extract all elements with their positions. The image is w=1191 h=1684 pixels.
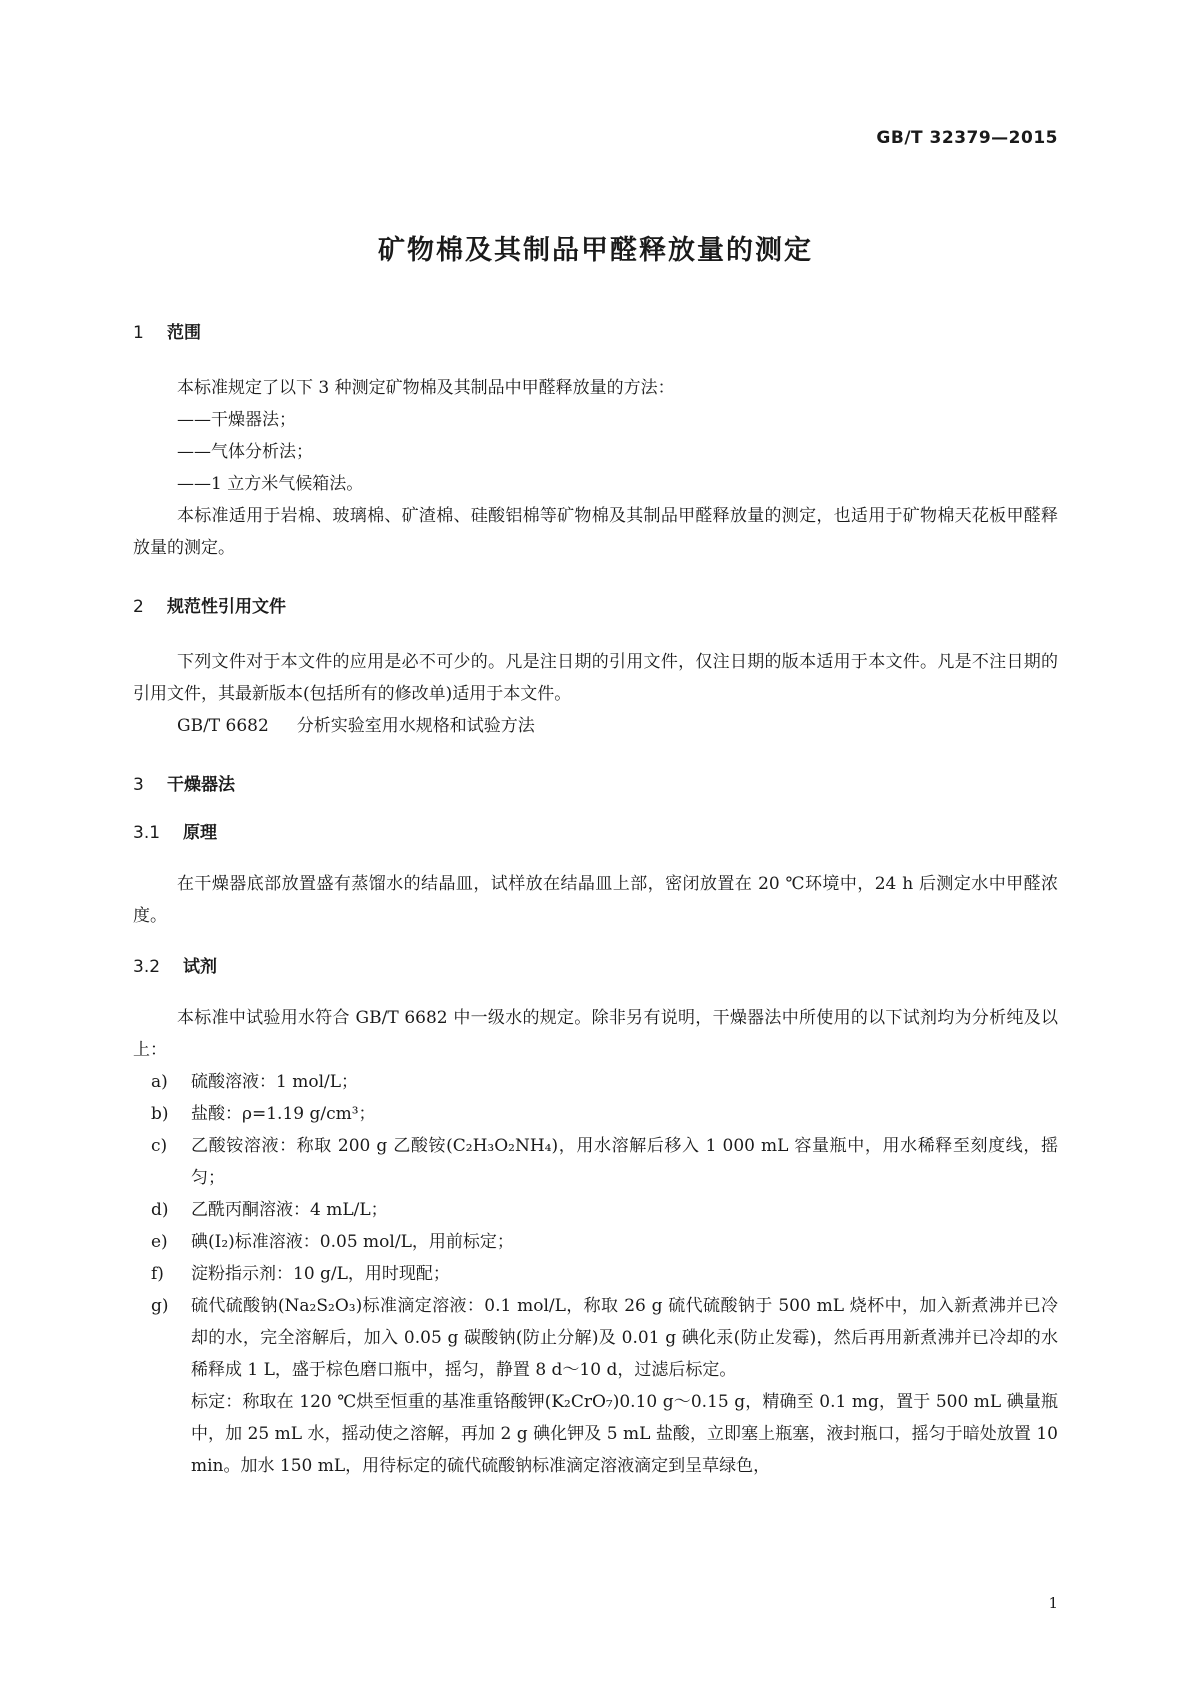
item-text: 碘(I₂)标准溶液：0.05 mol/L，用前标定； [191, 1232, 514, 1252]
document-body [133, 320, 1058, 1482]
subsection-title: 原理 [183, 823, 217, 843]
section-number: 3 [133, 775, 144, 795]
document-title: 矿物棉及其制品甲醛释放量的测定 [378, 235, 813, 266]
section-3-heading [133, 772, 1058, 798]
page-number: 1 [1048, 1594, 1058, 1612]
reagent-item [133, 1194, 1058, 1226]
section-number: 1 [133, 323, 144, 343]
reagent-item [133, 1226, 1058, 1258]
section-2-heading [133, 594, 1058, 620]
reference-code: GB/T 6682 [177, 716, 269, 736]
subsection-title: 试剂 [183, 957, 217, 977]
subsection-3-1-heading [133, 820, 1058, 846]
principle-text: 在干燥器底部放置盛有蒸馏水的结晶皿，试样放在结晶皿上部，密闭放置在 20 ℃环境中，24 h 后测定水中甲醛浓度。 [133, 874, 1058, 926]
item-label: d) [151, 1200, 169, 1220]
standard-code: GB/T 32379—2015 [876, 128, 1058, 148]
item-label: e) [151, 1232, 168, 1252]
item-text: 淀粉指示剂：10 g/L，用时现配； [191, 1264, 450, 1284]
item-text: 硫酸溶液：1 mol/L； [191, 1072, 359, 1092]
subsection-number: 3.2 [133, 957, 161, 977]
section-1-heading [133, 320, 1058, 346]
reagents-intro: 本标准中试验用水符合 GB/T 6682 中一级水的规定。除非另有说明，干燥器法中所使用的以下试剂均为分析纯及以上： [133, 1008, 1058, 1060]
subsection-3-2-heading [133, 954, 1058, 980]
item-text: 盐酸：ρ=1.19 g/cm³； [191, 1104, 376, 1124]
section-title: 干燥器法 [167, 775, 235, 795]
scope-intro: 本标准规定了以下 3 种测定矿物棉及其制品中甲醛释放量的方法： [177, 378, 675, 398]
scope-applicability: 本标准适用于岩棉、玻璃棉、矿渣棉、硅酸铝棉等矿物棉及其制品甲醛释放量的测定，也适用于矿物棉天花板甲醛释放量的测定。 [133, 506, 1058, 558]
reference-entry [133, 710, 1058, 742]
item-label: b) [151, 1104, 169, 1124]
method-item: ——1 立方米气候箱法。 [177, 474, 364, 494]
method-item: ——干燥器法； [177, 410, 296, 430]
subsection-number: 3.1 [133, 823, 161, 843]
item-text: 乙酰丙酮溶液：4 mL/L； [191, 1200, 388, 1220]
reagent-item [133, 1130, 1058, 1194]
calibration-text: 标定：称取在 120 ℃烘至恒重的基准重铬酸钾(K₂CrO₇)0.10 g～0.15 g，精确至 0.1 mg，置于 500 mL 碘量瓶中，加 25 mL 水，摇动使之溶解，再加 2 g 碘化钾及 5 mL 盐酸，立即塞上瓶塞，液封瓶口，摇匀于暗处放置 10 min。加水 150 mL，用待标定的硫代硫酸钠标准滴定溶液滴定到呈草绿色， [191, 1392, 1058, 1476]
section-title: 范围 [167, 323, 201, 343]
reference-title: 分析实验室用水规格和试验方法 [296, 716, 535, 736]
reagent-item [133, 1098, 1058, 1130]
reagent-item [133, 1066, 1058, 1098]
item-label: c) [151, 1136, 168, 1156]
item-label: a) [151, 1072, 168, 1092]
section-title: 规范性引用文件 [167, 597, 286, 617]
reagent-item [133, 1290, 1058, 1386]
section-number: 2 [133, 597, 144, 617]
references-intro: 下列文件对于本文件的应用是必不可少的。凡是注日期的引用文件，仅注日期的版本适用于本文件。凡是不注日期的引用文件，其最新版本(包括所有的修改单)适用于本文件。 [133, 652, 1058, 704]
item-label: f) [151, 1264, 164, 1284]
item-label: g) [151, 1296, 169, 1316]
method-item: ——气体分析法； [177, 442, 313, 462]
reagent-item [133, 1258, 1058, 1290]
item-text: 硫代硫酸钠(Na₂S₂O₃)标准滴定溶液：0.1 mol/L，称取 26 g 硫代硫酸钠于 500 mL 烧杯中，加入新煮沸并已冷却的水，完全溶解后，加入 0.05 g 碳酸钠(防止分解)及 0.01 g 碘化汞(防止发霉)，然后再用新煮沸并已冷却的水稀释成 1 L，盛于棕色磨口瓶中，摇匀，静置 8 d～10 d，过滤后标定。 [191, 1296, 1058, 1380]
item-text: 乙酸铵溶液：称取 200 g 乙酸铵(C₂H₃O₂NH₄)，用水溶解后移入 1 000 mL 容量瓶中，用水稀释至刻度线，摇匀； [191, 1136, 1058, 1188]
